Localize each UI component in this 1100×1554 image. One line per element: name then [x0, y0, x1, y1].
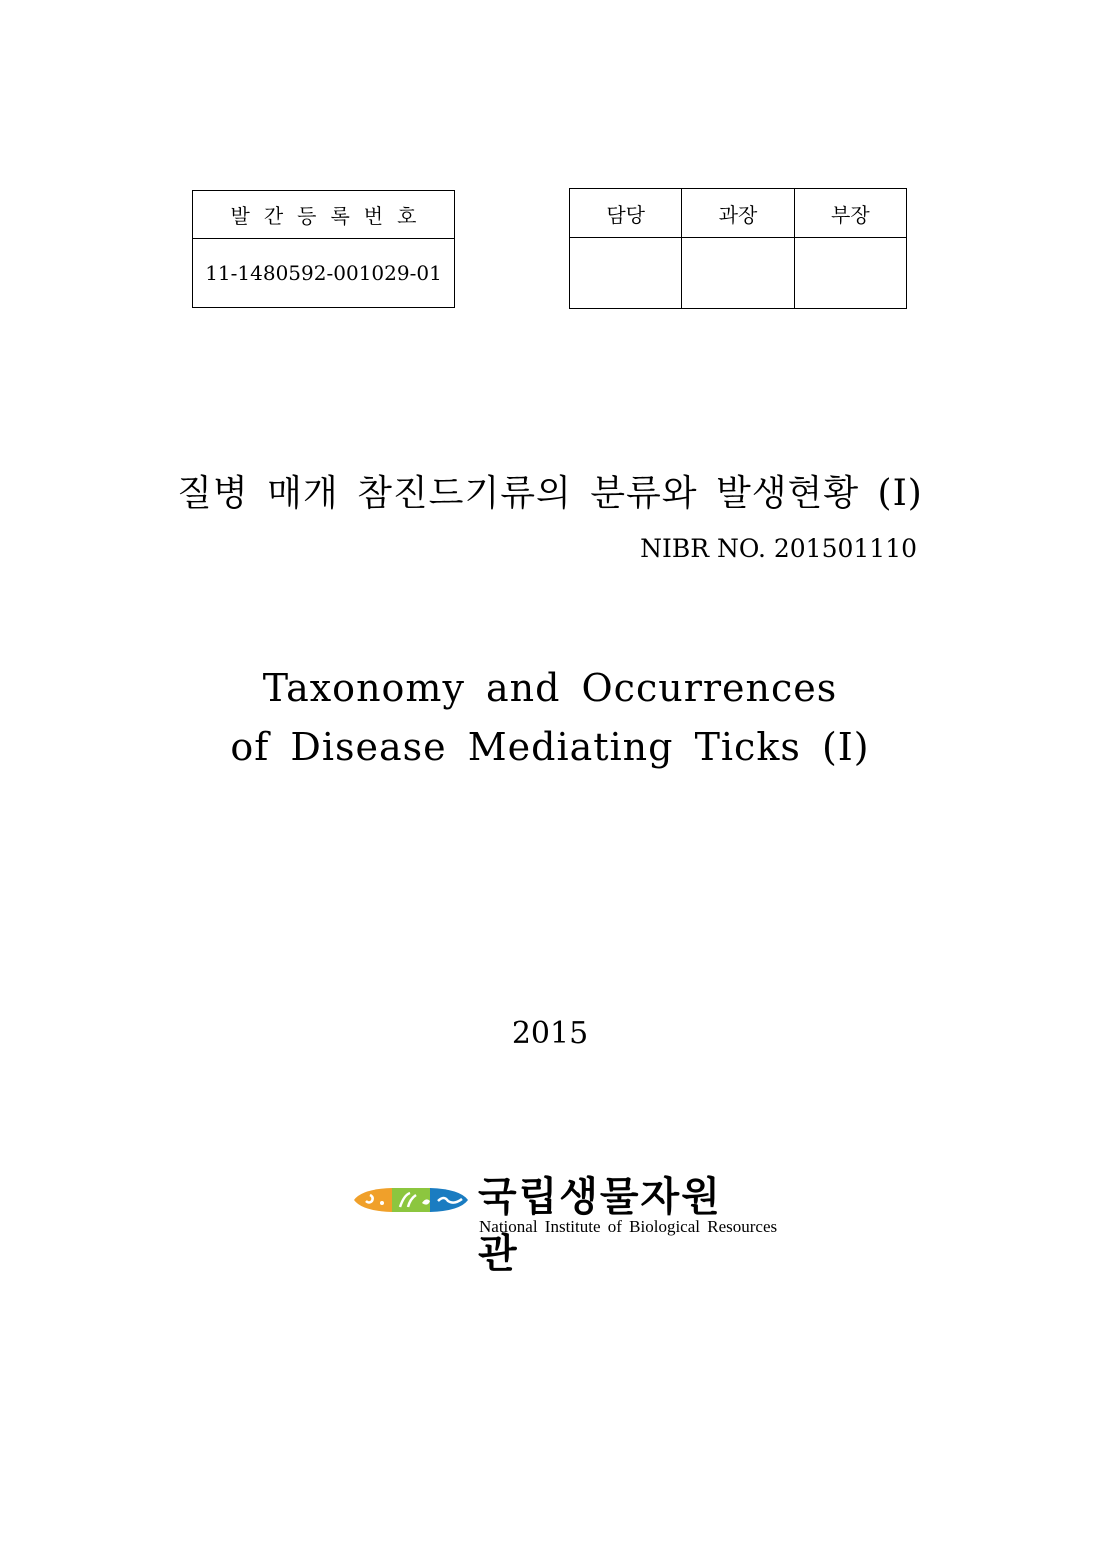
english-title-line-1: Taxonomy and Occurrences — [262, 666, 838, 710]
registration-number: 11-1480592-001029-01 — [193, 239, 455, 308]
registration-table — [192, 190, 455, 308]
publisher-logo — [352, 1165, 778, 1277]
publisher-name-english: National Institute of Biological Resources — [479, 1217, 778, 1236]
registration-label: 발간등록번호 — [193, 191, 455, 239]
publication-year: 2015 — [511, 1016, 589, 1051]
approval-header-director: 부장 — [794, 189, 906, 238]
approval-sign-staff — [570, 238, 682, 309]
approval-header-section-chief: 과장 — [682, 189, 794, 238]
english-title-line-2: of Disease Mediating Ticks (I) — [230, 725, 870, 769]
korean-title: 질병 매개 참진드기류의 분류와 발생현황 (I) — [177, 473, 923, 514]
report-number: NIBR NO. 201501110 — [640, 534, 917, 563]
approval-sign-section-chief — [682, 238, 794, 309]
nibr-leaf-icon — [352, 1185, 470, 1215]
publisher-name-korean: 국립생물자원관 — [478, 1174, 722, 1277]
approval-header-staff: 담당 — [570, 189, 682, 238]
approval-table — [569, 188, 907, 309]
approval-sign-director — [794, 238, 906, 309]
